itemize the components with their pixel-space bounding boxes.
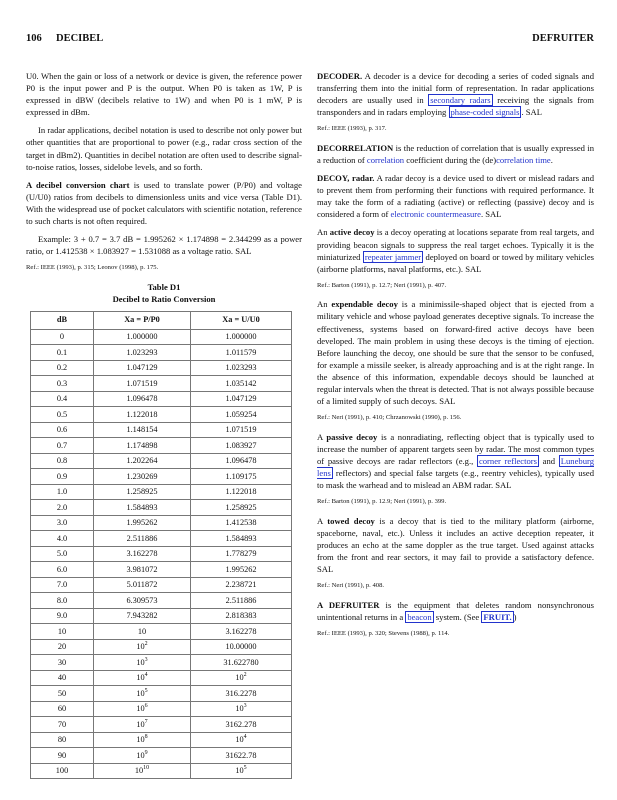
- right-column: [317, 70, 594, 646]
- cell-db: 10: [31, 624, 94, 640]
- cell-db: 4.0: [31, 531, 94, 547]
- paragraph-example: Example: 3 + 0.7 = 3.7 dB = 1.995262 × 1.174898 = 2.344299 as a power ratio, or 1.412538 × 1.083927 = 1.531088 as a voltage ratio. SAL: [26, 234, 302, 257]
- paragraph-power-reference: U0. When the gain or loss of a network or device is given, the reference power P0 is the input power and P is the output. When P0 is taken as 1W, P is expressed in dBW (decibels relative to 1W) and when P0 is 1 mW, P is expressed in dBm.: [26, 71, 302, 118]
- cell-power-ratio: $10^4$: [94, 670, 191, 686]
- term-active-decoy: active decoy: [329, 227, 375, 238]
- reference-defruiter: Ref.: IEEE (1993), p. 320; Stevens (1988), p. 114.: [317, 629, 450, 637]
- table-row: [31, 593, 292, 609]
- table-row: [31, 376, 292, 392]
- cell-power-ratio: 1.584893: [94, 500, 191, 516]
- cell-db: 90: [31, 748, 94, 764]
- cell-voltage-ratio: 1.096478: [191, 453, 292, 469]
- term-towed-decoy: towed decoy: [327, 515, 375, 526]
- reference-passive-decoy: Ref.: Barton (1991), p. 12.9; Neri (1991), p. 399.: [317, 498, 447, 506]
- cell-power-ratio: $10^{10}$: [94, 763, 191, 779]
- link-corner-reflectors[interactable]: corner reflectors: [478, 455, 537, 466]
- cell-power-ratio: 1.202264: [94, 453, 191, 469]
- cell-power-ratio: 1.023293: [94, 345, 191, 361]
- link-correlation-time[interactable]: correlation time: [496, 154, 551, 165]
- cell-db: 70: [31, 717, 94, 733]
- table-row: [31, 531, 292, 547]
- cell-power-ratio: 1.122018: [94, 407, 191, 423]
- cell-power-ratio: 1.995262: [94, 515, 191, 531]
- table-row: [31, 748, 292, 764]
- table-title: Table D1: [147, 281, 181, 292]
- cell-power-ratio: 1.000000: [94, 329, 191, 345]
- cell-power-ratio: $10^6$: [94, 701, 191, 717]
- table-row: [31, 577, 292, 593]
- cell-db: 6.0: [31, 562, 94, 578]
- table-row: [31, 670, 292, 686]
- term-expendable-decoy: expendable decoy: [331, 299, 398, 310]
- cell-db: 0.6: [31, 422, 94, 438]
- cell-voltage-ratio: 3.162278: [191, 624, 292, 640]
- cell-power-ratio: 1.148154: [94, 422, 191, 438]
- cell-db: 80: [31, 732, 94, 748]
- entry-active-decoy: [317, 226, 594, 274]
- table-subtitle: Decibel to Ratio Conversion: [112, 293, 216, 304]
- cell-voltage-ratio: 1.778279: [191, 546, 292, 562]
- cell-power-ratio: 1.096478: [94, 391, 191, 407]
- cell-db: 0.5: [31, 407, 94, 423]
- paragraph-radar-applications: In radar applications, decibel notation is used to describe not only power but other quantities that are proportional to power (e.g., radar cross section of the target in dBm2). Quantities in decibel notation are often used to describe signal-to-noise ratios, losses, sidelobe levels, and so forth.: [26, 125, 302, 172]
- term-passive-decoy: passive decoy: [326, 431, 378, 442]
- cell-voltage-ratio: 1.047129: [191, 391, 292, 407]
- table-row: [31, 500, 292, 516]
- cell-db: 1.0: [31, 484, 94, 500]
- cell-db: 40: [31, 670, 94, 686]
- table-row: [31, 562, 292, 578]
- cell-power-ratio: 6.309573: [94, 593, 191, 609]
- cell-voltage-ratio: 1.011579: [191, 345, 292, 361]
- entry-towed-decoy: [317, 515, 594, 575]
- cell-voltage-ratio: 1.023293: [191, 360, 292, 376]
- entry-expendable-decoy: [317, 298, 594, 407]
- towed-decoy-text: is a decoy that is tied to the military platform (airborne, spaceborne, naval, etc.). Unless it includes an active deception repeater, it produces an echo at the same doppler as the true target. Used against attacks from the front and rear sectors, it may fail to provide a satisfactory defence. SAL: [317, 515, 594, 574]
- cell-db: 0.7: [31, 438, 94, 454]
- cell-db: 0.3: [31, 376, 94, 392]
- cell-power-ratio: 2.511886: [94, 531, 191, 547]
- active-decoy-text: is a decoy operating at locations separate from real targets, and providing beacon signals to suppress the real target echoes. Typically it is the miniaturized: [317, 227, 595, 262]
- table-row: [31, 422, 292, 438]
- section-title: DECIBEL: [56, 33, 104, 44]
- cell-voltage-ratio: 1.035142: [191, 376, 292, 392]
- cell-power-ratio: $10^2$: [94, 639, 191, 655]
- link-fruit[interactable]: FRUIT.: [483, 611, 512, 622]
- cell-power-ratio: 7.943282: [94, 608, 191, 624]
- table-row: [31, 701, 292, 717]
- reference-towed-decoy: Ref.: Neri (1991), p. 408.: [317, 582, 385, 590]
- term-decorrelation: DECORRELATION: [317, 142, 394, 153]
- decoy-text: A radar decoy is a device used to divert or mislead radars and to prevent them from performing their functions with required performance. It may take the form of a radiating (active) or reflecting (passive) decoy and is considered a form of: [317, 173, 594, 220]
- cell-voltage-ratio: $10^5$: [191, 763, 292, 779]
- cell-power-ratio: $10^7$: [94, 717, 191, 733]
- cell-db: 0.1: [31, 345, 94, 361]
- cell-voltage-ratio: 2.818383: [191, 608, 292, 624]
- link-luneburg-lens[interactable]: Luneburg lens: [317, 455, 594, 478]
- expendable-decoy-text: An: [317, 299, 332, 310]
- reference-expendable-decoy: Ref.: Neri (1991), p. 410; Chrzanowski (1990), p. 156.: [317, 414, 462, 422]
- cell-power-ratio: $10^9$: [94, 748, 191, 764]
- cell-db: 9.0: [31, 608, 94, 624]
- cell-db: 30: [31, 655, 94, 671]
- term-conversion-chart: A decibel conversion chart: [26, 179, 130, 190]
- cell-db: 8.0: [31, 593, 94, 609]
- passive-decoy-text: and: [539, 455, 559, 466]
- decoy-text: . SAL: [480, 209, 502, 220]
- cell-power-ratio: 3.162278: [94, 546, 191, 562]
- entry-passive-decoy: [317, 431, 594, 491]
- table-row: [31, 453, 292, 469]
- paragraph-conversion-chart: [26, 179, 302, 227]
- entry-decoy-radar: [317, 172, 594, 220]
- table-row: [31, 484, 292, 500]
- cell-power-ratio: 3.981072: [94, 562, 191, 578]
- decoder-text: A decoder is a device for decoding a series of coded signals and transferring them into the initial form of representation. In radar applications decoders are usually used in: [317, 71, 594, 106]
- cell-power-ratio: $10^3$: [94, 655, 191, 671]
- cell-voltage-ratio: 2.238721: [191, 577, 292, 593]
- cell-voltage-ratio: 1.122018: [191, 484, 292, 500]
- passive-decoy-text: is a nonradiating, reflecting object that is typically used to increase the number of apparent targets seen by radar. The most common types of passive decoys are radar reflectors (e.g.,: [317, 431, 594, 466]
- active-decoy-text: An: [317, 227, 330, 238]
- entry-defruiter: [317, 599, 594, 623]
- table-row: [31, 639, 292, 655]
- table-row: [31, 438, 292, 454]
- passive-decoy-text: A: [317, 431, 327, 442]
- cell-voltage-ratio: 2.511886: [191, 593, 292, 609]
- cell-voltage-ratio: 1.412538: [191, 515, 292, 531]
- entry-decoder: [317, 70, 594, 118]
- table-row: [31, 515, 292, 531]
- table-row: [31, 391, 292, 407]
- cell-db: 0.2: [31, 360, 94, 376]
- table-row: [31, 608, 292, 624]
- cell-voltage-ratio: 1.109175: [191, 469, 292, 485]
- cell-voltage-ratio: 31622.78: [191, 748, 292, 764]
- cell-power-ratio: $10^8$: [94, 732, 191, 748]
- entry-decorrelation: [317, 142, 594, 166]
- column-header-db: dB: [31, 311, 94, 329]
- table-row: [31, 407, 292, 423]
- cell-voltage-ratio: 1.000000: [191, 329, 292, 345]
- decoder-text: . SAL: [521, 107, 543, 118]
- cell-power-ratio: 1.258925: [94, 484, 191, 500]
- cell-db: 3.0: [31, 515, 94, 531]
- cell-power-ratio: 1.174898: [94, 438, 191, 454]
- table-row: [31, 732, 292, 748]
- active-decoy-text: deployed on board or towed by military vehicles (airborne platforms, naval platforms, etc.). SAL: [317, 251, 595, 274]
- reference-decibel: Ref.: IEEE (1993), p. 315; Leonov (1998), p. 175.: [26, 264, 159, 272]
- term-decoy-radar: DECOY, radar.: [317, 173, 375, 184]
- cell-db: 50: [31, 686, 94, 702]
- expendable-decoy-text: is a minimissile-shaped object that is ejected from a military vehicle and whose payload generates deceptive signals. To increase the effectiveness, systems based on forward-fired active decoys have been developed. The main problem in using these decoys is the timing of ejection. Before launching the decoy, one should be sure that the sensor to be confused, for example a missile seeker, is already approaching and is at the right range. In the absence of this information, expendable decoys should be launched at regular intervals when the threat is detected. That is not always possible because of a limited supply of such decoys. SAL: [317, 299, 594, 407]
- conversion-chart-text: is used to translate power (P/P0) and voltage (U/U0) ratios from decibels to dimensionless units and vice versa (Table D1). With the widespread use of pocket calculators with scientific notation, reference to such charts is not often required.: [26, 179, 302, 227]
- cell-db: 5.0: [31, 546, 94, 562]
- table-row: [31, 546, 292, 562]
- reference-active-decoy: Ref.: Barton (1991), p. 12.7; Neri (1991), p. 407.: [317, 281, 447, 289]
- cell-db: 0.8: [31, 453, 94, 469]
- cell-voltage-ratio: 1.071519: [191, 422, 292, 438]
- cell-db: 2.0: [31, 500, 94, 516]
- table-row: [31, 329, 292, 345]
- cell-power-ratio: 1.230269: [94, 469, 191, 485]
- table-row: [31, 360, 292, 376]
- table-row: [31, 655, 292, 671]
- term-decoder: DECODER.: [317, 71, 363, 81]
- running-head: DEFRUITER: [532, 33, 594, 44]
- column-header-voltage-ratio: Xa = U/U0: [191, 311, 292, 329]
- cell-db: 7.0: [31, 577, 94, 593]
- defruiter-text: system. (See: [433, 611, 482, 622]
- left-column: [26, 70, 302, 779]
- link-repeater-jammer[interactable]: repeater jammer: [364, 251, 422, 262]
- cell-voltage-ratio: 31.622780: [191, 655, 292, 671]
- decoder-text: receiving the signals from transponders and in radars employing: [317, 95, 594, 118]
- decorrelation-text: .: [550, 154, 553, 165]
- cell-db: 100: [31, 763, 94, 779]
- cell-db: 0.4: [31, 391, 94, 407]
- table-row: [31, 717, 292, 733]
- link-electronic-countermeasure[interactable]: electronic countermeasure: [390, 209, 481, 220]
- decorrelation-text: coefficient during the (de): [404, 154, 497, 165]
- page-number: 106: [26, 33, 42, 44]
- defruiter-text: ): [513, 611, 517, 622]
- link-phase-coded-signals[interactable]: phase-coded signals: [450, 107, 520, 118]
- page-header: [26, 33, 594, 47]
- term-defruiter: A DEFRUITER: [317, 599, 380, 610]
- cell-db: 60: [31, 701, 94, 717]
- cell-voltage-ratio: $10^4$: [191, 732, 292, 748]
- cell-voltage-ratio: $10^2$: [191, 670, 292, 686]
- cell-voltage-ratio: 1.083927: [191, 438, 292, 454]
- cell-voltage-ratio: 3162.278: [191, 717, 292, 733]
- passive-decoy-text: reflectors) and special false targets (e.g., reentry vehicles), typically used to mask the warhead and to mislead an ABM radar. SAL: [317, 467, 594, 491]
- table-row: [31, 469, 292, 485]
- cell-voltage-ratio: 316.2278: [191, 686, 292, 702]
- cell-power-ratio: 5.011872: [94, 577, 191, 593]
- cell-voltage-ratio: 1.258925: [191, 500, 292, 516]
- cell-voltage-ratio: 10.00000: [191, 639, 292, 655]
- cell-power-ratio: $10^5$: [94, 686, 191, 702]
- decorrelation-text: is the reduction of correlation that is usually expressed in a reduction of: [317, 142, 594, 165]
- link-beacon[interactable]: beacon: [407, 611, 432, 622]
- cell-voltage-ratio: 1.584893: [191, 531, 292, 547]
- cell-power-ratio: 10: [94, 624, 191, 640]
- link-secondary-radars[interactable]: secondary radars: [430, 95, 491, 106]
- table-title-block: [26, 281, 302, 305]
- cell-voltage-ratio: 1.059254: [191, 407, 292, 423]
- cell-db: 0: [31, 329, 94, 345]
- table-row: [31, 763, 292, 779]
- towed-decoy-text: A: [317, 515, 328, 526]
- cell-voltage-ratio: 1.995262: [191, 562, 292, 578]
- decibel-conversion-table: [30, 311, 292, 780]
- defruiter-text: is the equipment that deletes random nonsynchronous unintentional returns in a: [317, 599, 594, 622]
- cell-db: 20: [31, 639, 94, 655]
- cell-db: 0.9: [31, 469, 94, 485]
- cell-voltage-ratio: $10^3$: [191, 701, 292, 717]
- table-row: [31, 686, 292, 702]
- reference-decoder: Ref.: IEEE (1993), p. 317.: [317, 125, 387, 133]
- cell-power-ratio: 1.071519: [94, 376, 191, 392]
- table-row: [31, 345, 292, 361]
- table-header-row: [31, 311, 292, 329]
- table-row: [31, 624, 292, 640]
- cell-power-ratio: 1.047129: [94, 360, 191, 376]
- link-correlation[interactable]: correlation: [366, 154, 405, 165]
- column-header-power-ratio: Xa = P/P0: [94, 311, 191, 329]
